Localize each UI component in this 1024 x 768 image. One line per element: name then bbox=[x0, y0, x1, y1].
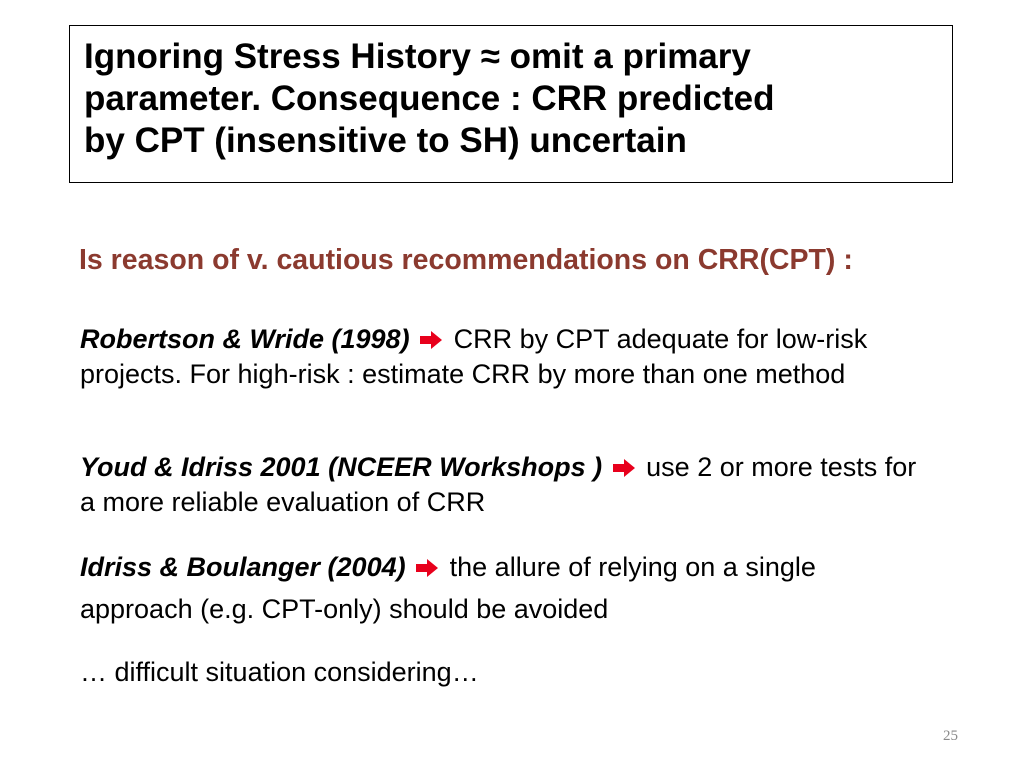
title-line: by CPT (insensitive to SH) uncertain bbox=[84, 121, 687, 160]
slide-subtitle: Is reason of v. cautious recommendations on CRR(CPT) : bbox=[79, 244, 853, 276]
reference-text: the allure of relying on a single approach (e.g. CPT-only) should be avoided bbox=[80, 552, 816, 624]
reference-item bbox=[80, 450, 930, 520]
reference-name: Youd & Idriss 2001 (NCEER Workshops ) bbox=[80, 452, 603, 482]
right-arrow-icon bbox=[419, 330, 443, 350]
reference-text: use 2 or more tests for a more reliable evaluation of CRR bbox=[80, 452, 917, 517]
reference-name: Robertson & Wride (1998) bbox=[80, 324, 410, 354]
right-arrow-icon bbox=[612, 458, 636, 478]
reference-name: Idriss & Boulanger (2004) bbox=[80, 552, 406, 582]
title-box bbox=[69, 25, 953, 183]
closing-remark: … difficult situation considering… bbox=[80, 657, 479, 687]
page-number: 25 bbox=[943, 728, 958, 744]
reference-item bbox=[80, 546, 930, 630]
title-line: parameter. Consequence : CRR predicted bbox=[84, 79, 775, 118]
right-arrow-icon bbox=[415, 558, 439, 578]
slide-title bbox=[84, 36, 938, 162]
title-line: Ignoring Stress History ≈ omit a primary bbox=[84, 37, 751, 76]
reference-text: CRR by CPT adequate for low-risk projects. For high-risk : estimate CRR by more than one method bbox=[80, 324, 868, 389]
reference-item bbox=[80, 322, 930, 392]
